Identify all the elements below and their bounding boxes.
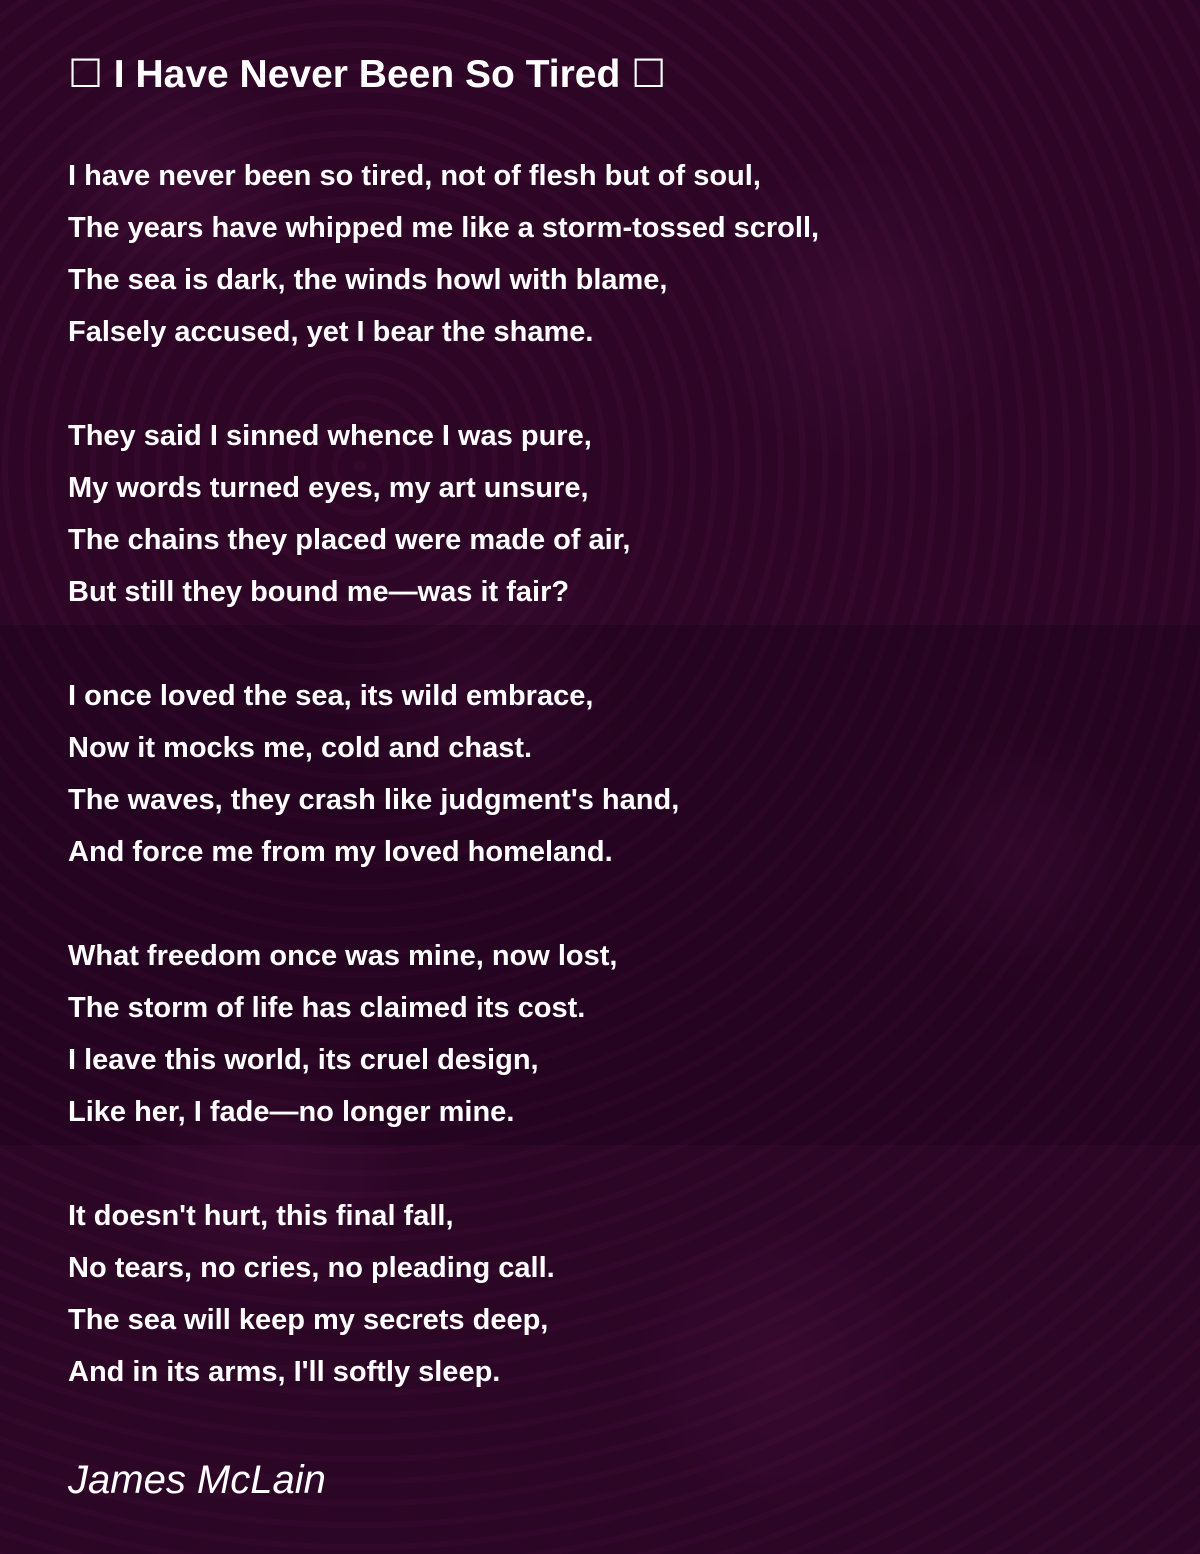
poem-line: The storm of life has claimed its cost. <box>68 992 586 1024</box>
poem-line: The sea will keep my secrets deep, <box>68 1304 549 1336</box>
poem-line: I have never been so tired, not of flesh but of soul, <box>68 160 761 192</box>
poem-line: The sea is dark, the winds howl with blame, <box>68 264 668 296</box>
poem-line: But still they bound me—was it fair? <box>68 576 570 608</box>
stanza-5 <box>68 1190 1148 1398</box>
poem-line: Like her, I fade—no longer mine. <box>68 1096 515 1128</box>
poem-card <box>68 52 1148 1450</box>
poem-line: Now it mocks me, cold and chast. <box>68 732 533 764</box>
poem-line: And in its arms, I'll softly sleep. <box>68 1356 501 1388</box>
poem-line: And force me from my loved homeland. <box>68 836 613 868</box>
stanza-3 <box>68 670 1148 878</box>
poem-line: Falsely accused, yet I bear the shame. <box>68 316 594 348</box>
poem-line: What freedom once was mine, now lost, <box>68 940 618 972</box>
poem-title: ☐ I Have Never Been So Tired ☐ <box>68 53 667 96</box>
poem-line: No tears, no cries, no pleading call. <box>68 1252 555 1284</box>
poem-line: The waves, they crash like judgment's hand, <box>68 784 680 816</box>
poem-line: The chains they placed were made of air, <box>68 524 631 556</box>
stanza-4 <box>68 930 1148 1138</box>
poem-line: They said I sinned whence I was pure, <box>68 420 592 452</box>
stanza-2 <box>68 410 1148 618</box>
stanza-1 <box>68 150 1148 358</box>
poem-line: It doesn't hurt, this final fall, <box>68 1200 454 1232</box>
author-name: James McLain <box>68 1458 326 1502</box>
poem-line: I once loved the sea, its wild embrace, <box>68 680 594 712</box>
poem-line: The years have whipped me like a storm-tossed scroll, <box>68 212 820 244</box>
poem-line: I leave this world, its cruel design, <box>68 1044 539 1076</box>
poem-line: My words turned eyes, my art unsure, <box>68 472 589 504</box>
